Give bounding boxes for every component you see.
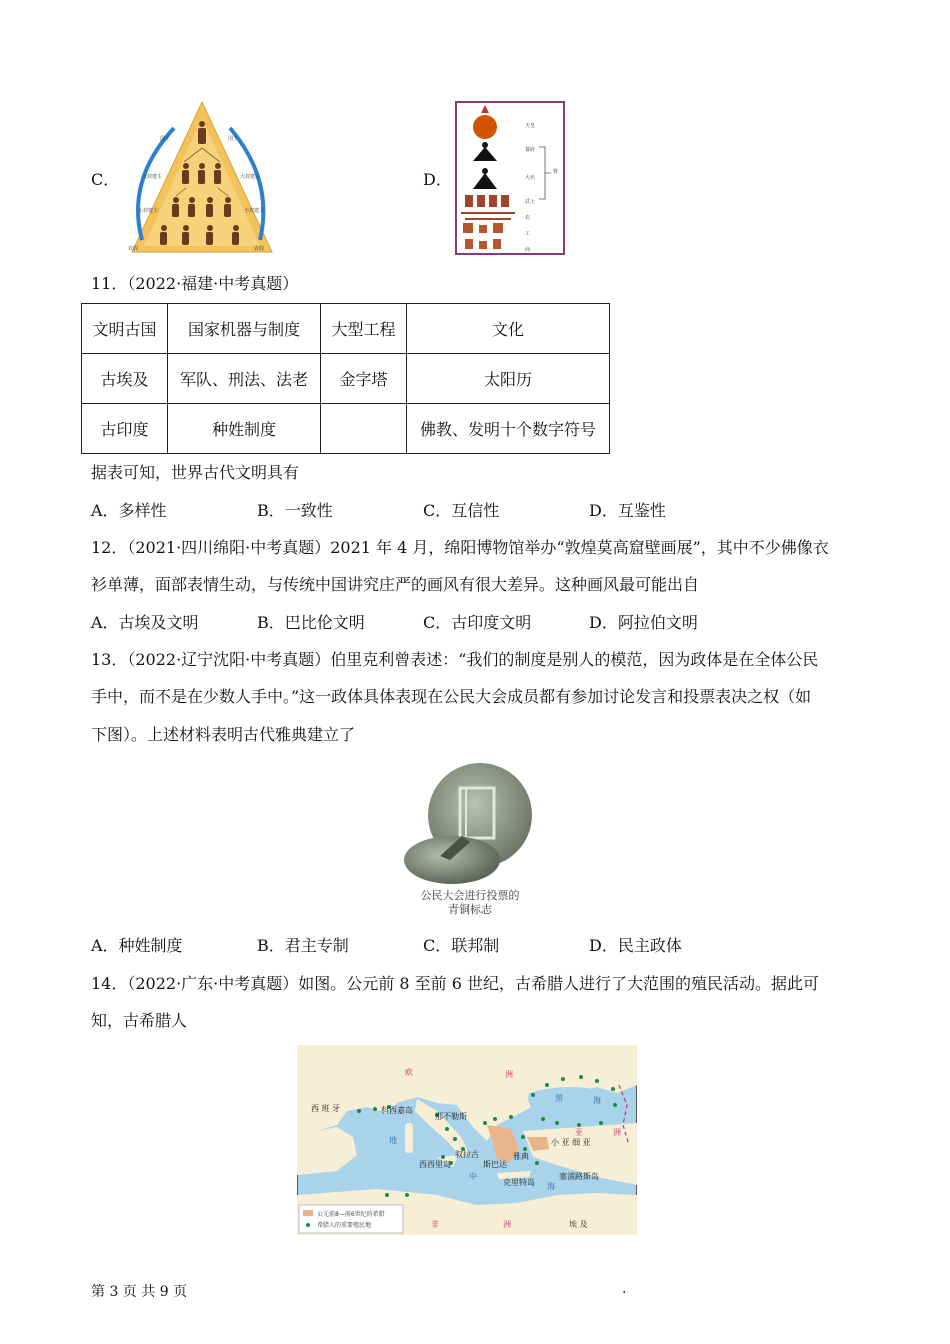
q12-line-1: 12．（2021·四川绵阳·中考真题）2021 年 4 月，绵阳博物馆举办“敦煌莫高窟壁画展”，其中不少佛像衣 <box>91 538 829 557</box>
option-d-label: D． <box>423 170 452 189</box>
civilization-table <box>81 303 610 454</box>
map-label: 克里特岛 <box>503 1178 535 1187</box>
q12-option-d: D．阿拉伯文明 <box>589 613 698 632</box>
option-c-label: C． <box>91 170 120 189</box>
map-label: 亚 <box>575 1128 583 1137</box>
japan-label: 武士 <box>525 199 536 205</box>
table-cell: 佛教、发明十个数字符号 <box>407 404 610 454</box>
table-header-cell: 国家机器与制度 <box>168 304 321 354</box>
map-label: 中 <box>469 1172 477 1181</box>
map-label: 洲 <box>613 1128 621 1137</box>
pyramid-right-label: 国王 <box>228 136 239 142</box>
map-legend-item: 公元前8—前6世纪的希腊 <box>317 1211 385 1218</box>
q12-option-c: C．古印度文明 <box>423 613 532 632</box>
page-number: 第 3 页 共 9 页 <box>91 1284 188 1300</box>
q13-option-a: A．种姓制度 <box>91 936 183 955</box>
table-cell: 古埃及 <box>82 354 168 404</box>
japan-label: 大名 <box>525 175 536 181</box>
q11-question: 据表可知，世界古代文明具有 <box>91 463 300 482</box>
bronze-token-image <box>400 760 540 920</box>
pyramid-left-label: 小封建主 <box>138 208 159 214</box>
map-label: 海 <box>547 1182 555 1191</box>
q14-line-2: 知，古希腊人 <box>91 1011 188 1030</box>
table-header-cell: 文化 <box>407 304 610 354</box>
map-label: 科西嘉岛 <box>381 1106 413 1115</box>
map-label: 塞浦路斯岛 <box>559 1172 599 1181</box>
map-label: 西 班 牙 <box>311 1104 341 1113</box>
table-row <box>82 354 610 404</box>
map-label: 地 <box>389 1136 397 1145</box>
table-cell: 军队、刑法、法老 <box>168 354 321 404</box>
token-caption-2: 青铜标志 <box>448 903 492 916</box>
map-legend-item: 希腊人的重要殖民地 <box>317 1222 372 1229</box>
q13-option-c: C．联邦制 <box>423 936 500 955</box>
q11-option-a: A．多样性 <box>91 501 167 520</box>
japan-label: 农 <box>525 215 531 221</box>
table-header-cell: 大型工程 <box>321 304 407 354</box>
map-label: 非 <box>431 1220 439 1229</box>
japan-label: 商 <box>525 247 531 253</box>
q13-line-2: 手中，而不是在少数人手中。”这一政体具体表现在公民大会成员都有参加讨论发言和投票表决之权（如 <box>91 687 812 706</box>
table-header-cell: 文明古国 <box>82 304 168 354</box>
map-label: 小 亚 细 亚 <box>551 1138 591 1147</box>
map-label: 黑 <box>555 1094 563 1103</box>
map-label: 西西里岛 <box>419 1160 451 1169</box>
pyramid-left-label: 大封建主 <box>142 174 163 180</box>
japan-label: 幕府 <box>525 147 536 153</box>
q14-line-1: 14．（2022·广东·中考真题）如图。公元前 8 至前 6 世纪，古希腊人进行了大范围的殖民活动。据此可 <box>91 974 819 993</box>
map-label: 洲 <box>503 1220 511 1229</box>
map-label: 斯巴达 <box>483 1160 507 1169</box>
table-cell: 太阳历 <box>407 354 610 404</box>
q13-line-3: 下图）。上述材料表明古代雅典建立了 <box>91 725 356 744</box>
pyramid-left-label: 农奴 <box>128 246 139 252</box>
map-label: 海 <box>593 1096 601 1105</box>
q11-stem: 11．（2022·福建·中考真题） <box>91 274 299 293</box>
japan-label: 天皇 <box>525 123 536 129</box>
token-caption-1: 公民大会进行投票的 <box>420 889 520 902</box>
table-row <box>82 404 610 454</box>
map-label: 埃 及 <box>569 1220 588 1229</box>
q11-option-c: C．互信性 <box>423 501 500 520</box>
map-label: 叙拉古 <box>455 1150 479 1159</box>
q12-option-b: B．巴比伦文明 <box>257 613 365 632</box>
map-label: 洲 <box>505 1070 513 1079</box>
table-cell: 金字塔 <box>321 354 407 404</box>
map-label: 雅典 <box>513 1152 529 1161</box>
table-cell <box>321 404 407 454</box>
q13-option-b: B．君主专制 <box>257 936 349 955</box>
greek-colonization-map <box>297 1045 637 1235</box>
japan-hierarchy-image <box>455 101 565 255</box>
pyramid-right-label: 农奴 <box>254 246 265 252</box>
q11-option-d: D．互鉴性 <box>589 501 666 520</box>
q12-option-a: A．古埃及文明 <box>91 613 199 632</box>
q12-line-2: 衫单薄，面部表情生动，与传统中国讲究庄严的画风有很大差异。这种画风最可能出自 <box>91 575 700 594</box>
pyramid-right-label: 小封建主 <box>244 208 265 214</box>
table-cell: 古印度 <box>82 404 168 454</box>
q13-option-d: D．民主政体 <box>589 936 682 955</box>
q13-line-1: 13．（2022·辽宁沈阳·中考真题）伯里克利曾表述：“我们的制度是别人的模范，因为政体是在全体公民 <box>91 650 819 669</box>
japan-bracket-label: 将 <box>553 169 559 175</box>
pyramid-left-label: 国王 <box>160 136 171 142</box>
japan-label: 工 <box>525 231 531 237</box>
feudal-pyramid-image <box>124 100 274 254</box>
map-label: 那不勒斯 <box>435 1112 467 1121</box>
q11-option-b: B．一致性 <box>257 501 333 520</box>
table-cell: 种姓制度 <box>168 404 321 454</box>
footer-dot: . <box>622 1281 627 1297</box>
pyramid-right-label: 大封建主 <box>240 174 261 180</box>
table-header-row <box>82 304 610 354</box>
map-label: 欧 <box>405 1068 413 1077</box>
